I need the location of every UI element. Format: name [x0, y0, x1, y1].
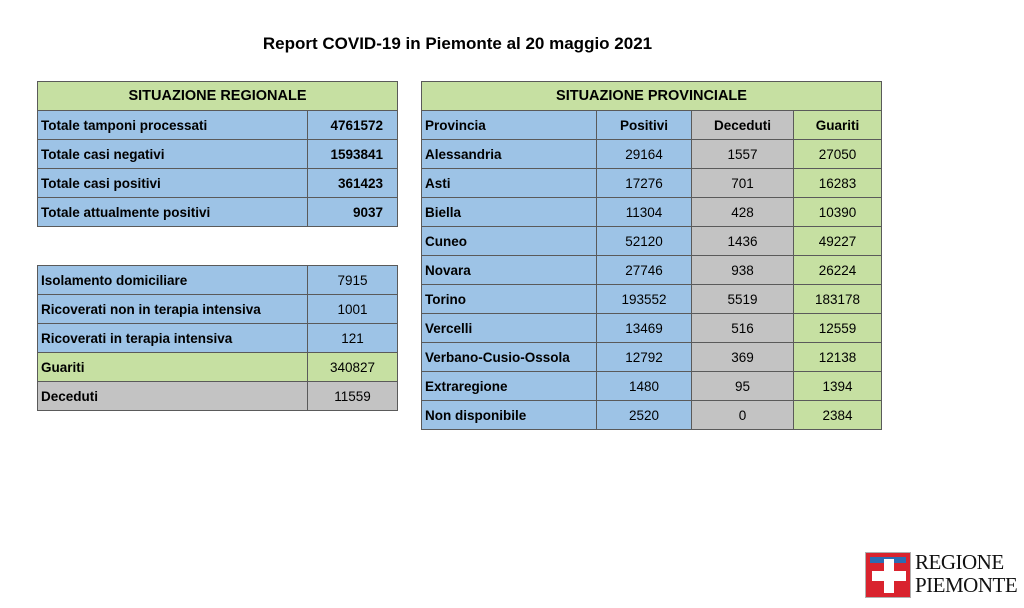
guariti-cell: 16283 [794, 169, 882, 198]
province-name: Non disponibile [422, 401, 597, 430]
guariti-cell: 183178 [794, 285, 882, 314]
province-name: Extraregione [422, 372, 597, 401]
column-header: Deceduti [692, 111, 794, 140]
row-value: 1001 [308, 295, 398, 324]
positivi-cell: 2520 [597, 401, 692, 430]
province-name: Verbano-Cusio-Ossola [422, 343, 597, 372]
positivi-cell: 29164 [597, 140, 692, 169]
province-name: Torino [422, 285, 597, 314]
province-name: Novara [422, 256, 597, 285]
guariti-cell: 26224 [794, 256, 882, 285]
positivi-cell: 27746 [597, 256, 692, 285]
row-value: 1593841 [308, 140, 398, 169]
row-label: Ricoverati in terapia intensiva [38, 324, 308, 353]
row-label: Isolamento domiciliare [38, 266, 308, 295]
row-label: Ricoverati non in terapia intensiva [38, 295, 308, 324]
province-name: Asti [422, 169, 597, 198]
table-header-row [38, 82, 398, 111]
row-value: 121 [308, 324, 398, 353]
deceduti-cell: 5519 [692, 285, 794, 314]
guariti-cell: 10390 [794, 198, 882, 227]
deceduti-cell: 516 [692, 314, 794, 343]
logo-line-1: REGIONE [915, 550, 1004, 574]
column-header: Guariti [794, 111, 882, 140]
guariti-cell: 2384 [794, 401, 882, 430]
positivi-cell: 11304 [597, 198, 692, 227]
regional-header: SITUAZIONE REGIONALE [38, 82, 398, 111]
row-value: 340827 [308, 353, 398, 382]
regione-emblem-icon [865, 552, 911, 598]
provincial-table [421, 81, 882, 430]
deceduti-cell: 369 [692, 343, 794, 372]
regional-detail-table [37, 265, 398, 411]
table-row [38, 169, 398, 198]
guariti-cell: 12559 [794, 314, 882, 343]
row-label: Totale casi negativi [38, 140, 308, 169]
row-label: Guariti [38, 353, 308, 382]
table-row [38, 295, 398, 324]
table-row [38, 111, 398, 140]
table-row [38, 266, 398, 295]
row-value: 9037 [308, 198, 398, 227]
deceduti-cell: 938 [692, 256, 794, 285]
table-row [422, 227, 882, 256]
row-label: Deceduti [38, 382, 308, 411]
table-row [422, 401, 882, 430]
row-label: Totale attualmente positivi [38, 198, 308, 227]
guariti-cell: 27050 [794, 140, 882, 169]
table-row [38, 198, 398, 227]
guariti-cell: 49227 [794, 227, 882, 256]
page-title: Report COVID-19 in Piemonte al 20 maggio 2021 [262, 34, 653, 53]
row-label: Totale casi positivi [38, 169, 308, 198]
logo-text [915, 551, 1017, 597]
table-row [38, 382, 398, 411]
guariti-cell: 12138 [794, 343, 882, 372]
regional-summary-table [37, 81, 398, 227]
deceduti-cell: 0 [692, 401, 794, 430]
table-row [38, 140, 398, 169]
table-row [38, 324, 398, 353]
positivi-cell: 12792 [597, 343, 692, 372]
province-name: Cuneo [422, 227, 597, 256]
positivi-cell: 13469 [597, 314, 692, 343]
table-row [422, 343, 882, 372]
column-header-row [422, 111, 882, 140]
deceduti-cell: 1436 [692, 227, 794, 256]
table-row [422, 372, 882, 401]
table-row [422, 256, 882, 285]
row-value: 361423 [308, 169, 398, 198]
row-value: 4761572 [308, 111, 398, 140]
regione-piemonte-logo [865, 552, 1020, 602]
table-row [38, 353, 398, 382]
deceduti-cell: 95 [692, 372, 794, 401]
deceduti-cell: 701 [692, 169, 794, 198]
column-header: Provincia [422, 111, 597, 140]
positivi-cell: 52120 [597, 227, 692, 256]
positivi-cell: 1480 [597, 372, 692, 401]
positivi-cell: 193552 [597, 285, 692, 314]
row-value: 7915 [308, 266, 398, 295]
row-label: Totale tamponi processati [38, 111, 308, 140]
province-name: Vercelli [422, 314, 597, 343]
table-row [422, 285, 882, 314]
positivi-cell: 17276 [597, 169, 692, 198]
column-header: Positivi [597, 111, 692, 140]
guariti-cell: 1394 [794, 372, 882, 401]
provincial-header: SITUAZIONE PROVINCIALE [422, 82, 882, 111]
row-value: 11559 [308, 382, 398, 411]
deceduti-cell: 1557 [692, 140, 794, 169]
table-row [422, 140, 882, 169]
deceduti-cell: 428 [692, 198, 794, 227]
province-name: Biella [422, 198, 597, 227]
table-row [422, 169, 882, 198]
logo-line-2: PIEMONTE [915, 573, 1018, 597]
province-name: Alessandria [422, 140, 597, 169]
table-row [422, 198, 882, 227]
table-header-row [422, 82, 882, 111]
table-row [422, 314, 882, 343]
